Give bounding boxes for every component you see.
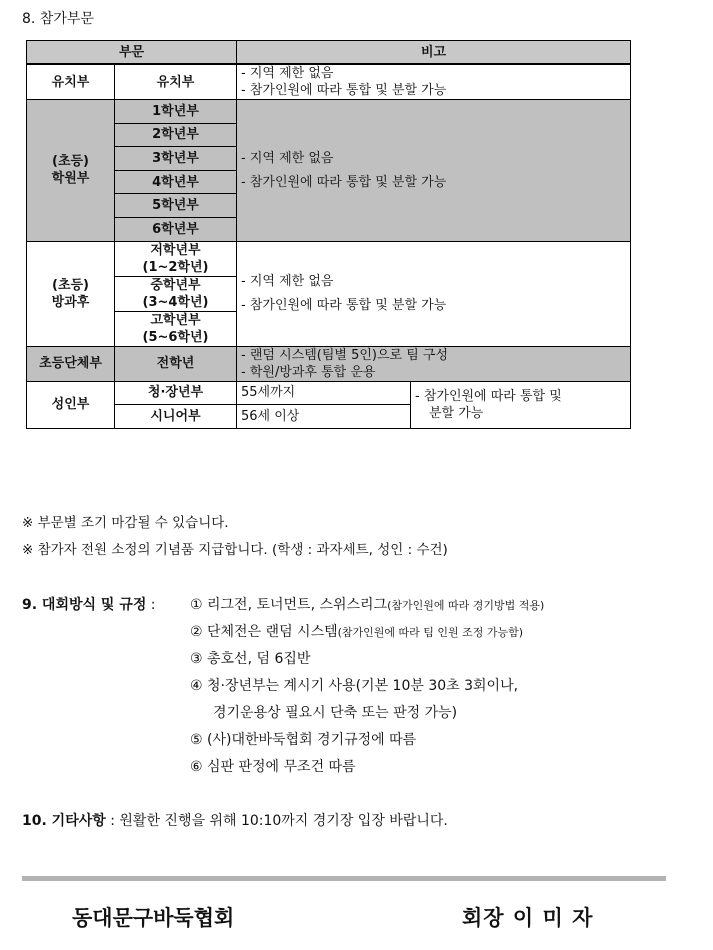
rule-6: ⑥ 심판 판정에 무조건 따름 xyxy=(190,759,356,775)
sub-adult-young: 청·장년부 xyxy=(115,381,237,405)
division-kinder: 유치부 xyxy=(27,64,115,100)
rule-3: ③ 총호선, 덤 6집반 xyxy=(190,651,311,667)
division-academy: (초등) 학원부 xyxy=(27,100,115,242)
president-signature: 회장 이 미 자 xyxy=(462,906,594,930)
age-adult-young: 55세까지 xyxy=(237,381,411,405)
note-adult: - 참가인원에 따라 통합 및 분할 가능 xyxy=(411,381,631,428)
footer-divider xyxy=(22,876,666,881)
sub-lower-grade: 저학년부 (1~2학년) xyxy=(115,241,237,276)
note-afterschool: - 지역 제한 없음 - 참가인원에 따라 통합 및 분할 가능 xyxy=(237,241,631,346)
rule-4-continued: 경기운용상 필요시 단축 또는 판정 가능) xyxy=(213,705,458,721)
division-adult: 성인부 xyxy=(27,381,115,428)
sub-grade-6: 6학년부 xyxy=(115,218,237,242)
rule-5: ⑤ (사)대한바둑협회 경기규정에 따름 xyxy=(190,732,417,748)
section-9-title: 9. 대회방식 및 규정 : xyxy=(22,597,156,613)
sub-upper-grade: 고학년부 (5~6학년) xyxy=(115,311,237,346)
rule-4: ④ 청·장년부는 계시기 사용(기본 10분 30초 3회이나, xyxy=(190,678,519,694)
table-row xyxy=(27,100,631,124)
table-header-row xyxy=(27,41,631,65)
age-adult-senior: 56세 이상 xyxy=(237,405,411,429)
sub-kinder: 유치부 xyxy=(115,64,237,100)
division-afterschool: (초등) 방과후 xyxy=(27,241,115,346)
division-table xyxy=(26,40,631,429)
section-10: 10. 기타사항 : 원활한 진행을 위해 10:10까지 경기장 입장 바랍니다. xyxy=(22,813,448,829)
rule-1: ① 리그전, 토너먼트, 스위스리그(참가인원에 따라 경기방법 적용) xyxy=(190,597,545,613)
sub-grade-3: 3학년부 xyxy=(115,147,237,171)
sub-team: 전학년 xyxy=(115,346,237,381)
footnote-early-close: ※ 부문별 조기 마감될 수 있습니다. xyxy=(22,515,229,531)
sub-grade-2: 2학년부 xyxy=(115,123,237,147)
header-remark: 비고 xyxy=(237,41,631,65)
sub-adult-senior: 시니어부 xyxy=(115,405,237,429)
rule-2: ② 단체전은 랜덤 시스템(참가인원에 따라 팀 인원 조정 가능함) xyxy=(190,624,524,640)
sub-middle-grade: 중학년부 (3~4학년) xyxy=(115,276,237,311)
sub-grade-4: 4학년부 xyxy=(115,170,237,194)
header-division: 부문 xyxy=(27,41,237,65)
note-kinder: - 지역 제한 없음 - 참가인원에 따라 통합 및 분할 가능 xyxy=(237,64,631,100)
footnote-gift: ※ 참가자 전원 소정의 기념품 지급합니다. (학생 : 과자세트, 성인 : 수건) xyxy=(22,542,448,558)
sub-grade-1: 1학년부 xyxy=(115,100,237,124)
note-academy: - 지역 제한 없음 - 참가인원에 따라 통합 및 분할 가능 xyxy=(237,100,631,242)
sub-grade-5: 5학년부 xyxy=(115,194,237,218)
organization-name: 동대문구바둑협회 xyxy=(72,906,235,930)
note-team: - 랜덤 시스템(팀별 5인)으로 팀 구성 - 학원/방과후 통합 운용 xyxy=(237,346,631,381)
division-team: 초등단체부 xyxy=(27,346,115,381)
section-8-title: 8. 참가부문 xyxy=(22,11,94,27)
table-row xyxy=(27,381,631,405)
